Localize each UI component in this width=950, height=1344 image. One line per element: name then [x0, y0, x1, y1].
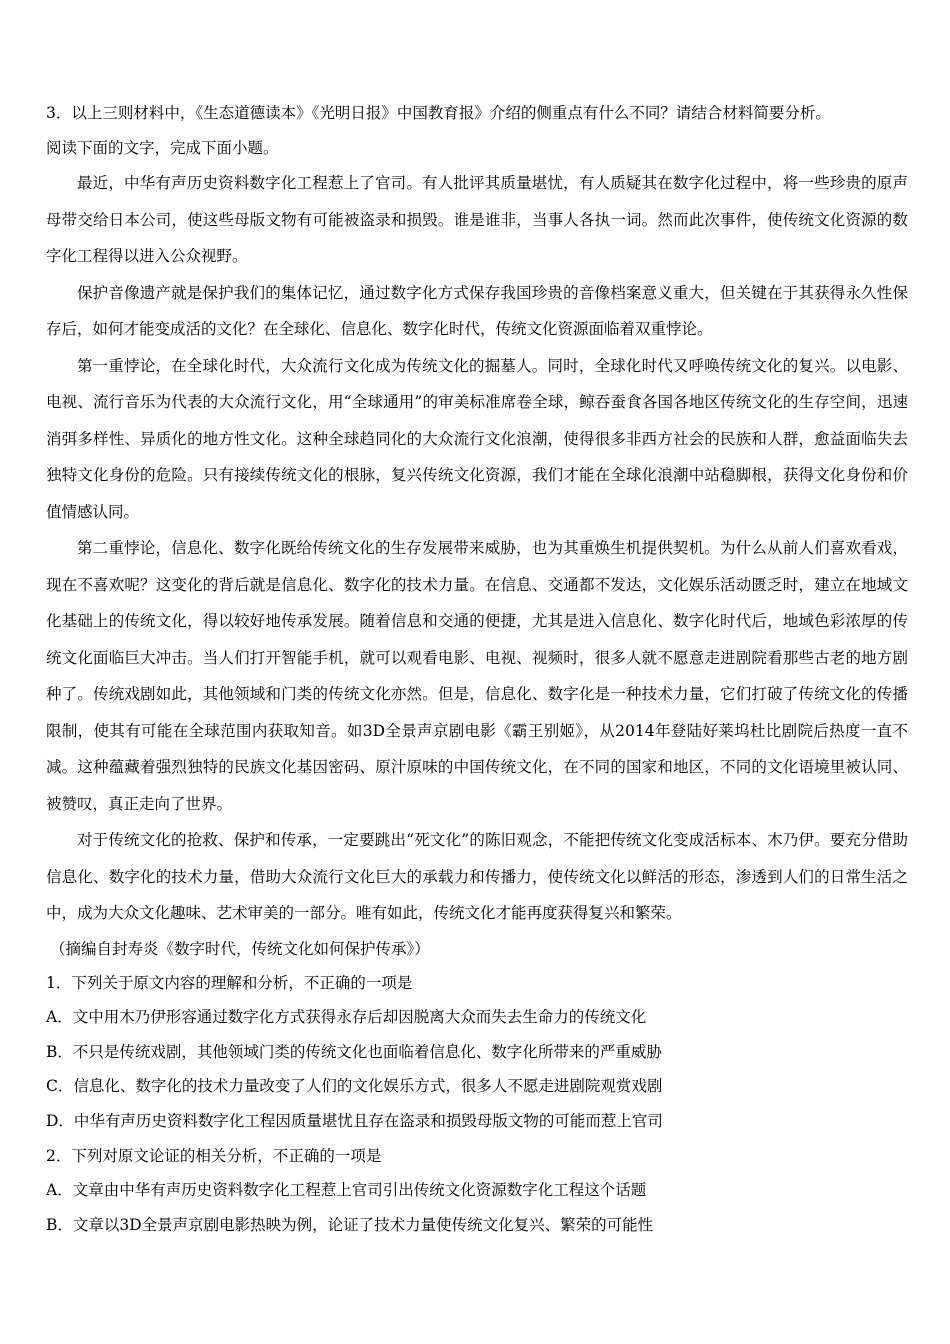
- reading-instruction: 阅读下面的文字，完成下面小题。: [46, 138, 279, 157]
- question-1-option-a[interactable]: A．文中用木乃伊形容通过数字化方式获得永存后却因脱离大众而失去生命力的传统文化: [46, 1008, 647, 1027]
- question-2-option-b[interactable]: B．文章以3D全景声京剧电影热映为例，论证了技术力量使传统文化复兴、繁荣的可能性: [46, 1215, 654, 1234]
- question-1-stem: 1．下列关于原文内容的理解和分析，不正确的一项是: [46, 973, 413, 992]
- passage-paragraph-1: 最近，中华有声历史资料数字化工程惹上了官司。有人批评其质量堪忧，有人质疑其在数字化过程中，将一些珍贵的原声母带交给日本公司，使这些母版文物有可能被盗录和损毁。谁是谁非，当事人各执一词。然而此次事件，使传统文化资源的数字化工程得以进入公众视野。: [46, 174, 908, 266]
- reading-passage: [46, 165, 908, 932]
- question-1-option-c[interactable]: C．信息化、数字化的技术力量改变了人们的文化娱乐方式，很多人不愿走进剧院观赏戏剧: [46, 1077, 663, 1096]
- question-2-stem: 2．下列对原文论证的相关分析，不正确的一项是: [46, 1146, 382, 1165]
- passage-paragraph-2: 保护音像遗产就是保护我们的集体记忆，通过数字化方式保存我国珍贵的音像档案意义重大，但关键在于其获得永久性保存后，如何才能变成活的文化？在全球化、信息化、数字化时代，传统文化资源面临着双重悖论。: [46, 283, 908, 339]
- question-1-option-b[interactable]: B．不只是传统戏剧，其他领域门类的传统文化也面临着信息化、数字化所带来的严重威胁: [46, 1042, 662, 1061]
- passage-paragraph-5: 对于传统文化的抢救、保护和传承，一定要跳出“死文化”的陈旧观念，不能把传统文化变成活标本、木乃伊。要充分借助信息化、数字化的技术力量，借助大众流行文化巨大的承载力和传播力，使传统文化以鲜活的形态，渗透到人们的日常生活之中，成为大众文化趣味、艺术审美的一部分。唯有如此，传统文化才能再度获得复兴和繁荣。: [46, 831, 908, 923]
- document-page: [46, 96, 908, 1242]
- passage-paragraph-3: 第一重悖论，在全球化时代，大众流行文化成为传统文化的掘墓人。同时，全球化时代又呼唤传统文化的复兴。以电影、电视、流行音乐为代表的大众流行文化，用“全球通用”的审美标准席卷全球，鲸吞蚕食各国各地区传统文化的生存空间，迅速消弭多样性、异质化的地方性文化。这种全球趋同化的大众流行文化浪潮，使得很多非西方社会的民族和人群，愈益面临失去独特文化身份的危险。只有接续传统文化的根脉，复兴传统文化资源，我们才能在全球化浪潮中站稳脚根，获得文化身份和价值情感认同。: [46, 356, 908, 521]
- question-1: [46, 966, 908, 1139]
- previous-question-3: 3．以上三则材料中，《生态道德读本》《光明日报》中国教育报》介绍的侧重点有什么不同？请结合材料简要分析。: [46, 104, 831, 122]
- passage-source: （摘编自封寿炎《数字时代，传统文化如何保护传承》）: [50, 939, 430, 958]
- question-1-option-d[interactable]: D．中华有声历史资料数字化工程因质量堪忧且存在盗录和损毁母版文物的可能而惹上官司: [46, 1112, 663, 1131]
- question-2: [46, 1139, 908, 1243]
- question-2-option-a[interactable]: A．文章由中华有声历史资料数字化工程惹上官司引出传统文化资源数字化工程这个话题: [46, 1181, 647, 1200]
- passage-paragraph-4: 第二重悖论，信息化、数字化既给传统文化的生存发展带来威胁，也为其重焕生机提供契机。为什么从前人们喜欢看戏，现在不喜欢呢？这变化的背后就是信息化、数字化的技术力量。在信息、交通都不发达，文化娱乐活动匮乏时，建立在地域文化基础上的传统文化，得以较好地传承发展。随着信息和交通的便捷，尤其是进入信息化、数字化时代后，地域色彩浓厚的传统文化面临巨大冲击。当人们打开智能手机，就可以观看电影、电视、视频时，很多人就不愿意走进剧院看那些古老的地方剧种了。传统戏剧如此，其他领域和门类的传统文化亦然。但是，信息化、数字化是一种技术力量，它们打破了传统文化的传播限制，使其有可能在全球范围内获取知音。如3D全景声京剧电影《霸王别姬》，从2014年登陆好莱坞杜比剧院后热度一直不减。这种蕴藏着强烈独特的民族文化基因密码、原汁原味的中国传统文化，在不同的国家和地区，不同的文化语境里被认同、被赞叹，真正走向了世界。: [46, 539, 908, 813]
